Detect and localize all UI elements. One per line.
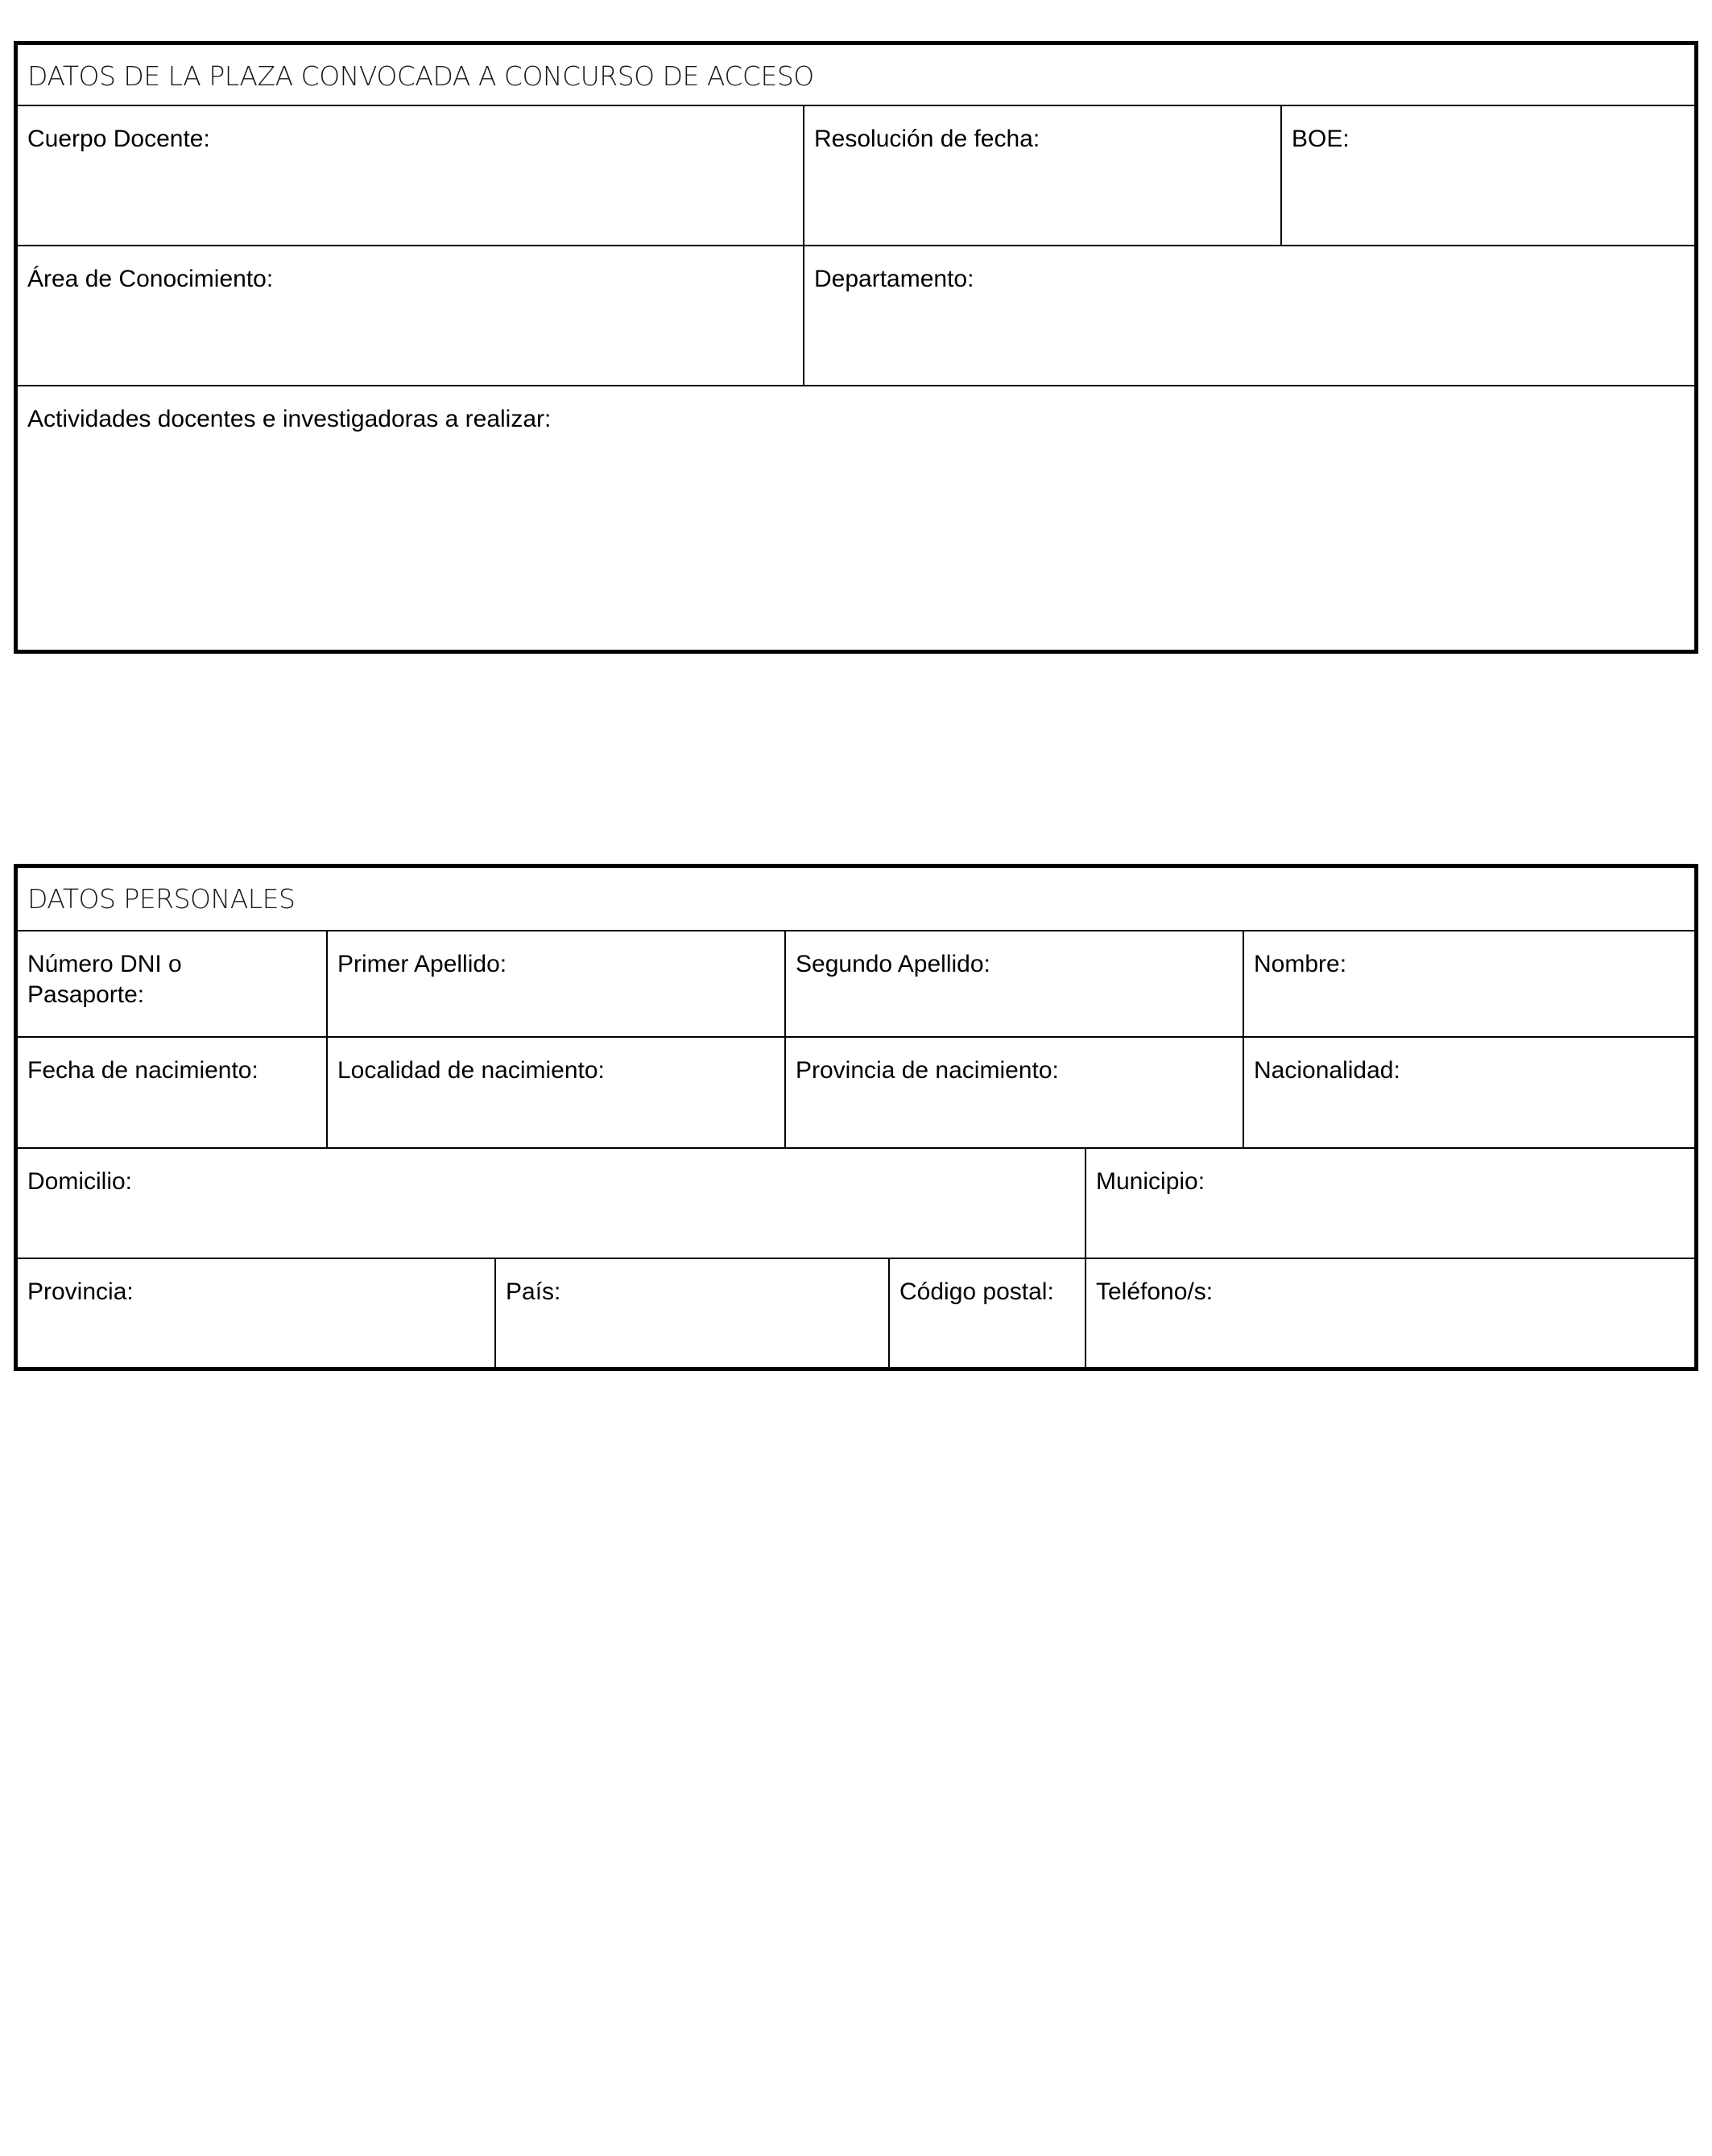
domicilio-field[interactable] xyxy=(18,1149,1085,1258)
segundo-apellido-label: Segundo Apellido: xyxy=(796,951,990,977)
dni-pasaporte-field[interactable] xyxy=(18,931,326,1036)
primer-apellido-label: Primer Apellido: xyxy=(337,951,507,977)
departamento-field[interactable] xyxy=(803,246,1694,385)
area-conocimiento-label: Área de Conocimiento: xyxy=(27,266,274,292)
plaza-row-3 xyxy=(18,385,1694,650)
nacionalidad-field[interactable] xyxy=(1243,1038,1694,1147)
area-conocimiento-field[interactable] xyxy=(18,246,803,385)
pais-field[interactable] xyxy=(494,1259,888,1367)
plaza-form-section xyxy=(14,41,1698,654)
nombre-label: Nombre: xyxy=(1254,951,1347,977)
nacionalidad-label: Nacionalidad: xyxy=(1254,1057,1400,1084)
codigo-postal-field[interactable] xyxy=(888,1259,1085,1367)
pais-label: País: xyxy=(506,1278,561,1305)
personal-row-2 xyxy=(18,1036,1694,1147)
personal-row-3 xyxy=(18,1147,1694,1258)
dni-label-line2: Pasaporte: xyxy=(27,981,145,1008)
actividades-label: Actividades docentes e investigadoras a realizar: xyxy=(27,406,552,432)
personal-form-section xyxy=(14,864,1698,1371)
provincia-label: Provincia: xyxy=(27,1278,134,1305)
municipio-field[interactable] xyxy=(1085,1149,1694,1258)
cuerpo-docente-field[interactable] xyxy=(18,106,803,245)
actividades-field[interactable] xyxy=(18,386,1694,650)
provincia-nacimiento-field[interactable] xyxy=(784,1038,1243,1147)
segundo-apellido-field[interactable] xyxy=(784,931,1243,1036)
personal-row-1 xyxy=(18,930,1694,1036)
resolucion-fecha-field[interactable] xyxy=(803,106,1280,245)
personal-row-4 xyxy=(18,1258,1694,1367)
boe-field[interactable] xyxy=(1280,106,1694,245)
telefono-field[interactable] xyxy=(1085,1259,1694,1367)
fecha-nacimiento-label: Fecha de nacimiento: xyxy=(27,1057,258,1084)
provincia-nacimiento-label: Provincia de nacimiento: xyxy=(796,1057,1059,1084)
plaza-row-2 xyxy=(18,245,1694,385)
cuerpo-docente-label: Cuerpo Docente: xyxy=(27,126,210,152)
codigo-postal-label: Código postal: xyxy=(899,1278,1054,1305)
dni-label-line1: Número DNI o xyxy=(27,951,182,977)
plaza-header-row xyxy=(18,45,1694,105)
nombre-field[interactable] xyxy=(1243,931,1694,1036)
plaza-row-1 xyxy=(18,105,1694,245)
plaza-section-title: DATOS DE LA PLAZA CONVOCADA A CONCURSO DE ACCESO xyxy=(27,60,814,92)
provincia-field[interactable] xyxy=(18,1259,494,1367)
fecha-nacimiento-field[interactable] xyxy=(18,1038,326,1147)
domicilio-label: Domicilio: xyxy=(27,1168,133,1195)
localidad-nacimiento-label: Localidad de nacimiento: xyxy=(337,1057,605,1084)
boe-label: BOE: xyxy=(1292,126,1350,152)
telefono-label: Teléfono/s: xyxy=(1096,1278,1214,1305)
departamento-label: Departamento: xyxy=(814,266,974,292)
primer-apellido-field[interactable] xyxy=(326,931,784,1036)
personal-header-row xyxy=(18,868,1694,930)
resolucion-fecha-label: Resolución de fecha: xyxy=(814,126,1040,152)
localidad-nacimiento-field[interactable] xyxy=(326,1038,784,1147)
personal-section-title: DATOS PERSONALES xyxy=(27,883,296,915)
municipio-label: Municipio: xyxy=(1096,1168,1205,1195)
